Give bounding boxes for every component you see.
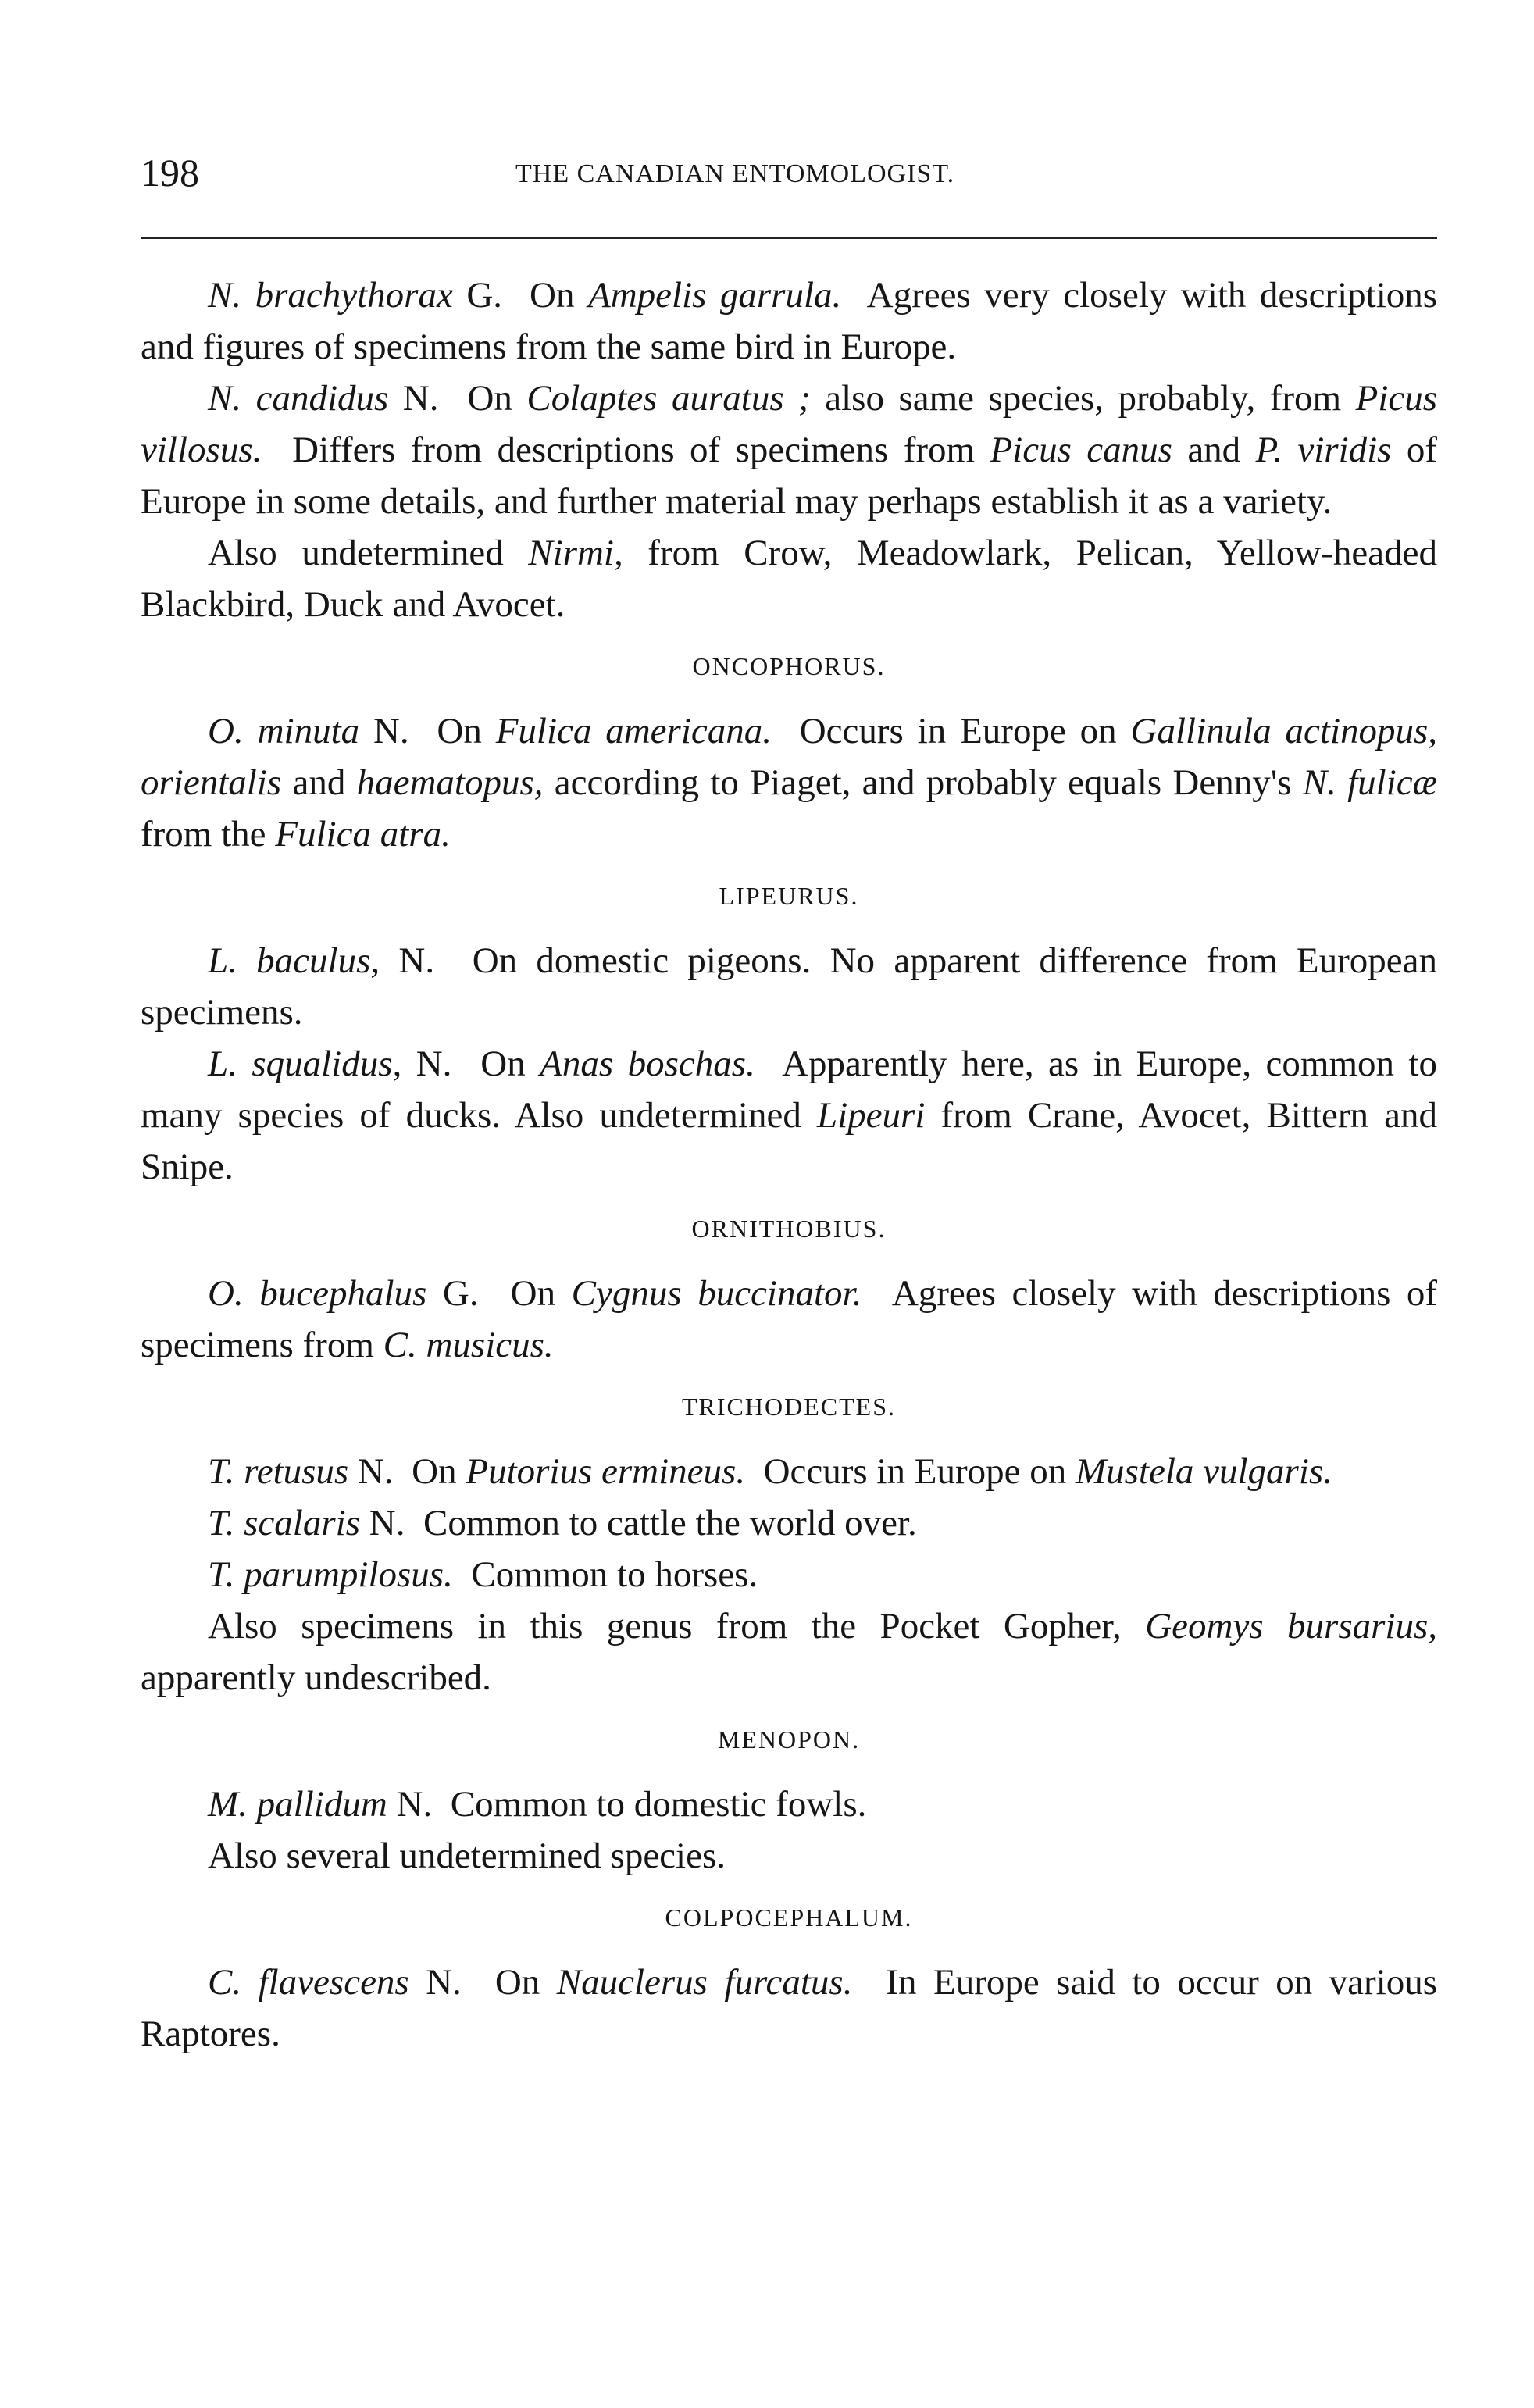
page-number: 198	[141, 151, 199, 194]
section-heading-colpocephalum: COLPOCEPHALUM.	[665, 1903, 913, 1932]
page-header	[141, 150, 1437, 205]
entry-pocket-gopher: Also specimens in this genus from the Pocket Gopher, Geomys bursarius, apparently undescribed.	[141, 1606, 1437, 1698]
page-body	[141, 269, 1437, 2060]
entry-m-pallidum: M. pallidum N. Common to domestic fowls.	[208, 1784, 867, 1825]
running-title: THE CANADIAN ENTOMOLOGIST.	[515, 159, 955, 188]
entry-c-flavescens: C. flavescens N. On Nauclerus furcatus. In Europe said to occur on various Raptores.	[141, 1962, 1438, 2054]
entry-t-retusus: T. retusus N. On Putorius ermineus. Occurs in Europe on Mustela vulgaris.	[208, 1451, 1332, 1492]
entry-undetermined-nirmi: Also undetermined Nirmi, from Crow, Meadowlark, Pelican, Yellow-headed Blackbird, Duck and Avocet.	[141, 533, 1437, 625]
entry-n-candidus: N. candidus N. On Colaptes auratus ; also same species, probably, from Picus villosus. Differs from descriptions of specimens from Picus canus and P. viridis of Europe in some details, and further material may perhaps establish it as a variety.	[141, 378, 1438, 522]
section-heading-lipeurus: LIPEURUS.	[719, 882, 859, 910]
header-rule	[141, 237, 1437, 239]
section-heading-trichodectes: TRICHODECTES.	[682, 1393, 896, 1421]
section-heading-ornithobius: ORNITHOBIUS.	[691, 1215, 887, 1243]
entry-l-baculus: L. baculus, N. On domestic pigeons. No apparent difference from European specimens.	[141, 940, 1438, 1033]
entry-o-bucephalus: O. bucephalus G. On Cygnus buccinator. Agrees closely with descriptions of specimens from C. musicus.	[141, 1273, 1438, 1365]
entry-l-squalidus: L. squalidus, N. On Anas boschas. Apparently here, as in Europe, common to many species of ducks. Also undetermined Lipeuri from Crane, Avocet, Bittern and Snipe.	[141, 1043, 1438, 1187]
entry-t-parumpilosus: T. parumpilosus. Common to horses.	[208, 1554, 758, 1595]
section-heading-oncophorus: ONCOPHORUS.	[692, 652, 886, 680]
entry-o-minuta: O. minuta N. On Fulica americana. Occurs in Europe on Gallinula actinopus, orientalis and haematopus, according to Piaget, and probably equals Denny's N. fulicæ from the Fulica atra.	[141, 711, 1438, 854]
entry-n-brachythorax: N. brachythorax G. On Ampelis garrula. Agrees very closely with descriptions and figures of specimens from the same bird in Europe.	[141, 275, 1438, 367]
section-heading-menopon: MENOPON.	[717, 1725, 861, 1753]
entry-menopon-undetermined: Also several undetermined species.	[208, 1835, 726, 1876]
entry-t-scalaris: T. scalaris N. Common to cattle the world over.	[208, 1503, 917, 1543]
